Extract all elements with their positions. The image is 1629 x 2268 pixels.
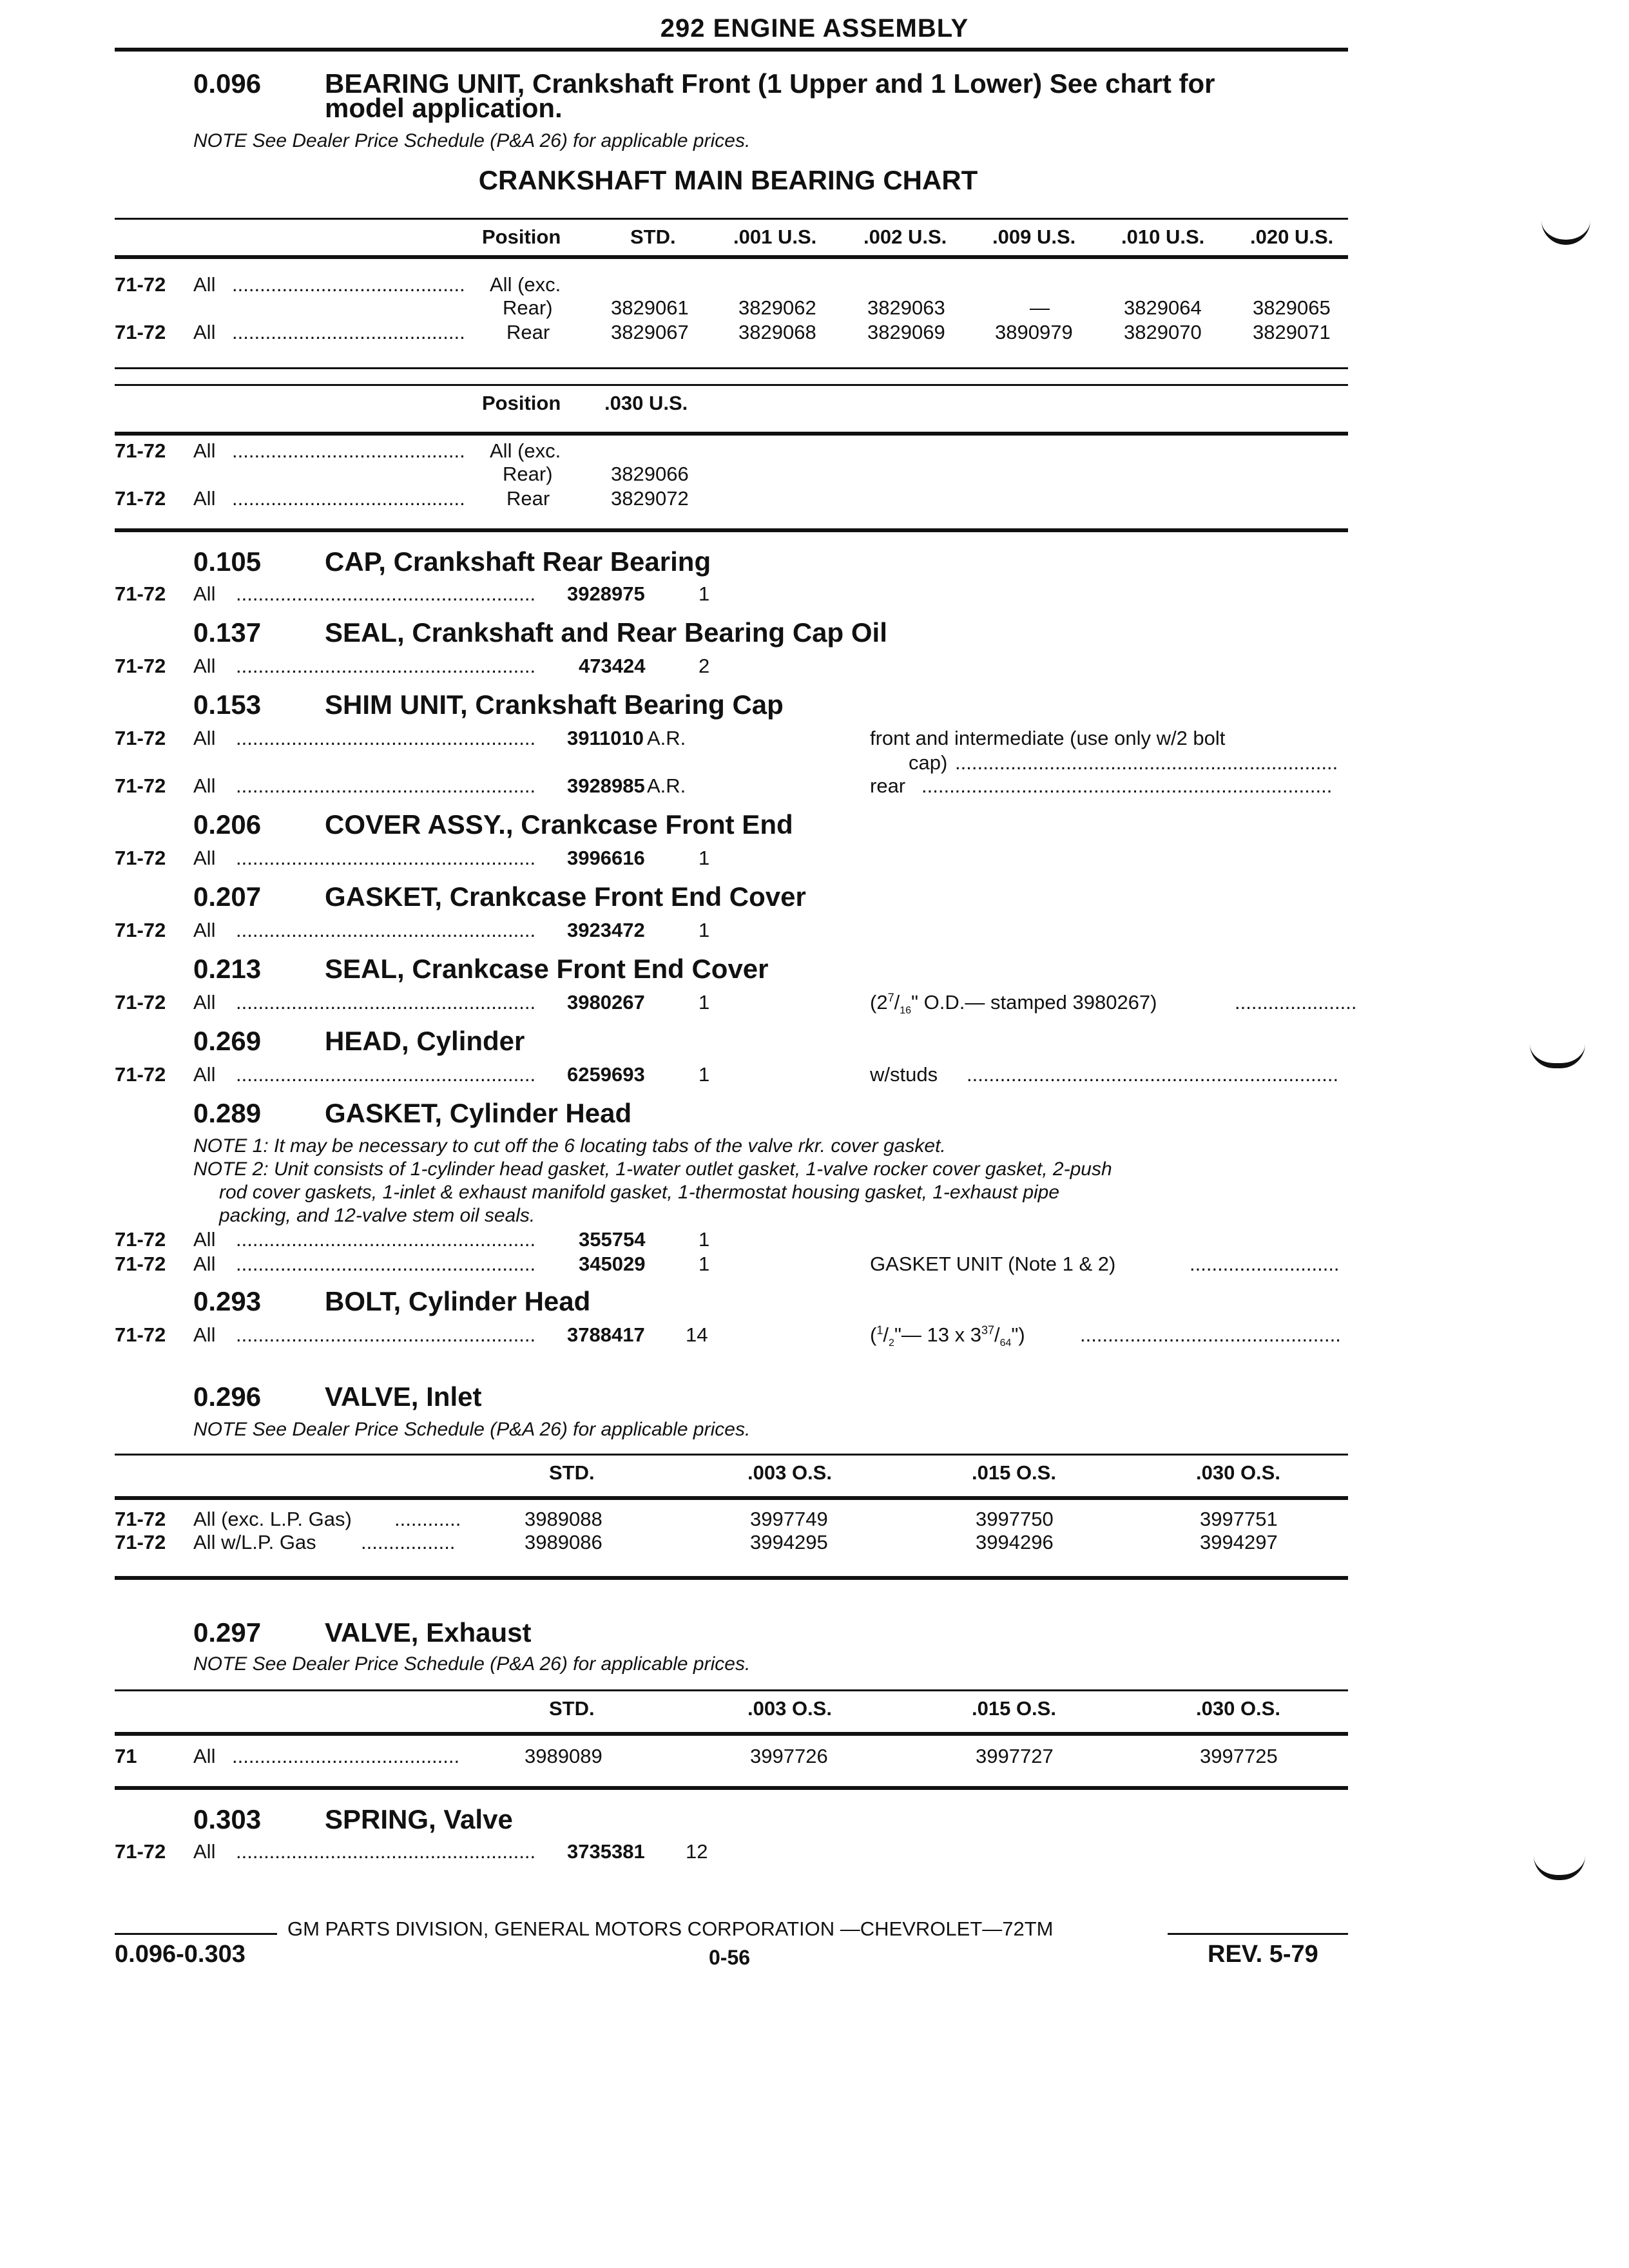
part-number: 3928985 xyxy=(567,774,645,797)
part-number: 3997751 xyxy=(1200,1508,1278,1530)
row-year: 71-72 xyxy=(115,439,166,462)
leader-dots: ...................................................... xyxy=(236,919,536,941)
part-number: — xyxy=(1030,296,1050,319)
part-number: 3829061 xyxy=(611,296,689,319)
row-year: 71-72 xyxy=(115,1508,166,1530)
leader-dots: ............ xyxy=(394,1508,461,1530)
page-number: 0-56 xyxy=(709,1946,751,1969)
leader-dots: ...................... xyxy=(1235,991,1357,1014)
row-position: All (exc. xyxy=(490,439,561,462)
row-model: All xyxy=(193,655,216,677)
section-title-bearing: BEARING UNIT, Crankshaft Front (1 Upper and 1 Lower) See chart for xyxy=(325,68,1215,99)
leader-dots: ...................................................... xyxy=(236,847,536,869)
part-number: 3997727 xyxy=(976,1745,1054,1767)
row-model: All xyxy=(193,1063,216,1086)
header-rule xyxy=(115,48,1348,52)
section-number-inlet: 0.296 xyxy=(193,1381,262,1412)
section-number-gasket-head: 0.289 xyxy=(193,1098,262,1128)
part-number: 3829070 xyxy=(1124,321,1202,343)
col-header-001us: .001 U.S. xyxy=(733,226,817,248)
row-model: All xyxy=(193,321,216,343)
quantity: 1 xyxy=(699,1253,710,1275)
part-number: 3829068 xyxy=(738,321,816,343)
part-number: 3890979 xyxy=(995,321,1073,343)
row-year: 71-72 xyxy=(115,582,166,605)
quantity: 1 xyxy=(699,991,710,1014)
quantity: 1 xyxy=(699,582,710,605)
row-year: 71-72 xyxy=(115,919,166,941)
row-year: 71-72 xyxy=(115,273,166,296)
row-year: 71-72 xyxy=(115,991,166,1014)
section-number-cap: 0.105 xyxy=(193,546,262,577)
row-model: All xyxy=(193,1253,216,1275)
row-model: All xyxy=(193,991,216,1014)
leader-dots: ...................................................... xyxy=(236,1840,536,1863)
col-header-020us: .020 U.S. xyxy=(1250,226,1334,248)
row-model: All xyxy=(193,774,216,797)
part-number: 3928975 xyxy=(567,582,645,605)
description: w/studs xyxy=(870,1063,938,1086)
row-model: All w/L.P. Gas xyxy=(193,1531,316,1553)
section-title-shim: SHIM UNIT, Crankshaft Bearing Cap xyxy=(325,689,784,720)
quantity: 1 xyxy=(699,1228,710,1251)
row-year: 71 xyxy=(115,1745,137,1767)
part-number: 3788417 xyxy=(567,1323,645,1346)
row-year: 71-72 xyxy=(115,1840,166,1863)
section-title-gasket-head: GASKET, Cylinder Head xyxy=(325,1098,632,1128)
part-number: 3829062 xyxy=(738,296,816,319)
leader-dots: ...................................................... xyxy=(236,582,536,605)
leader-dots: ............................................... xyxy=(1080,1323,1341,1346)
section-number-bolt: 0.293 xyxy=(193,1286,262,1316)
leader-dots: ................. xyxy=(361,1531,456,1553)
section-number-spring: 0.303 xyxy=(193,1804,262,1834)
section-title-head: HEAD, Cylinder xyxy=(325,1026,525,1056)
part-number: 355754 xyxy=(579,1228,646,1251)
table-rule xyxy=(115,255,1348,259)
leader-dots: .......................................................................... xyxy=(921,774,1333,797)
row-model: All xyxy=(193,1840,216,1863)
row-year: 71-72 xyxy=(115,321,166,343)
leader-dots: ...................................................... xyxy=(236,774,536,797)
table-rule xyxy=(115,367,1348,369)
row-model: All xyxy=(193,847,216,869)
quantity: 2 xyxy=(699,655,710,677)
row-model: All xyxy=(193,487,216,510)
section-title-cover: COVER ASSY., Crankcase Front End xyxy=(325,809,793,840)
note-2: NOTE 2: Unit consists of 1-cylinder head gasket, 1-water outlet gasket, 1-valve rocker cover gasket, 2-push xyxy=(193,1158,1112,1180)
leader-dots: ...................................................... xyxy=(236,991,536,1014)
section-title-cap: CAP, Crankshaft Rear Bearing xyxy=(325,546,711,577)
part-number: 3829063 xyxy=(867,296,945,319)
row-year: 71-72 xyxy=(115,1063,166,1086)
leader-dots: ...................................................... xyxy=(236,1323,536,1346)
part-number: 3994295 xyxy=(750,1531,828,1553)
row-model: All xyxy=(193,273,216,296)
part-number: 473424 xyxy=(579,655,646,677)
row-position: Rear xyxy=(506,487,550,510)
chart-title: CRANKSHAFT MAIN BEARING CHART xyxy=(478,165,978,195)
leader-dots: .......................................... xyxy=(232,439,465,462)
price-note: NOTE See Dealer Price Schedule (P&A 26) for applicable prices. xyxy=(193,1419,751,1440)
section-number-head: 0.269 xyxy=(193,1026,262,1056)
section-number-shim: 0.153 xyxy=(193,689,262,720)
col-header-002us: .002 U.S. xyxy=(863,226,947,248)
table-rule xyxy=(115,1786,1348,1790)
section-number-seal: 0.137 xyxy=(193,617,262,648)
footer-rule-right xyxy=(1168,1933,1348,1935)
leader-dots: ...................................................... xyxy=(236,1063,536,1086)
row-position-cont: Rear) xyxy=(503,463,553,485)
section-number-cover: 0.206 xyxy=(193,809,262,840)
section-number-seal-cover: 0.213 xyxy=(193,954,262,984)
quantity: 12 xyxy=(686,1840,708,1863)
part-number: 3829067 xyxy=(611,321,689,343)
row-position: Rear xyxy=(506,321,550,343)
row-model: All (exc. L.P. Gas) xyxy=(193,1508,352,1530)
section-title-seal-cover: SEAL, Crankcase Front End Cover xyxy=(325,954,769,984)
part-number: 3996616 xyxy=(567,847,645,869)
part-number: 3923472 xyxy=(567,919,645,941)
description: ($2^7/_{16}$" O.D.— stamped 3980267) xyxy=(870,991,1157,1017)
table-rule xyxy=(115,1732,1348,1736)
row-model: All xyxy=(193,1745,216,1767)
part-number: 3989088 xyxy=(525,1508,602,1530)
footer-range: 0.096-0.303 xyxy=(115,1941,246,1968)
part-number: 3735381 xyxy=(567,1840,645,1863)
leader-dots: ..................................................................... xyxy=(955,751,1338,774)
leader-dots: .......................................... xyxy=(232,321,465,343)
leader-dots: ........................... xyxy=(1190,1253,1340,1275)
part-number: 3997750 xyxy=(976,1508,1054,1530)
section-title-seal: SEAL, Crankshaft and Rear Bearing Cap Oil xyxy=(325,617,887,648)
col-header-015os: .015 O.S. xyxy=(972,1461,1056,1484)
col-header-003os: .003 O.S. xyxy=(747,1461,832,1484)
col-header-030os: .030 O.S. xyxy=(1196,1697,1280,1720)
leader-dots: .......................................... xyxy=(232,487,465,510)
section-title-gasket-cover: GASKET, Crankcase Front End Cover xyxy=(325,881,806,912)
table-rule xyxy=(115,1576,1348,1580)
col-header-003os: .003 O.S. xyxy=(747,1697,832,1720)
table-rule xyxy=(115,528,1348,532)
part-number: 3829069 xyxy=(867,321,945,343)
part-number: 345029 xyxy=(579,1253,646,1275)
leader-dots: ...................................................... xyxy=(236,727,536,749)
row-year: 71-72 xyxy=(115,1228,166,1251)
section-title-exhaust: VALVE, Exhaust xyxy=(325,1617,532,1648)
part-number: 3829064 xyxy=(1124,296,1202,319)
section-number-exhaust: 0.297 xyxy=(193,1617,262,1648)
leader-dots: ......................................... xyxy=(232,1745,460,1767)
col-header-std: STD. xyxy=(549,1697,595,1720)
quantity: A.R. xyxy=(647,774,686,797)
row-model: All xyxy=(193,582,216,605)
section-number-gasket-cover: 0.207 xyxy=(193,881,262,912)
page-title: 292 ENGINE ASSEMBLY xyxy=(660,14,969,43)
row-year: 71-72 xyxy=(115,655,166,677)
row-year: 71-72 xyxy=(115,487,166,510)
row-model: All xyxy=(193,727,216,749)
part-number: 3994296 xyxy=(976,1531,1054,1553)
col-header-009us: .009 U.S. xyxy=(992,226,1076,248)
leader-dots: ................................................................... xyxy=(967,1063,1339,1086)
row-position: All (exc. xyxy=(490,273,561,296)
col-header-std: STD. xyxy=(549,1461,595,1484)
binder-mark xyxy=(1534,1856,1585,1880)
quantity: 1 xyxy=(699,919,710,941)
binder-mark xyxy=(1541,216,1590,245)
row-year: 71-72 xyxy=(115,1253,166,1275)
footer-revision: REV. 5-79 xyxy=(1208,1941,1318,1968)
section-number-bearing: 0.096 xyxy=(193,68,262,99)
col-header-010us: .010 U.S. xyxy=(1121,226,1205,248)
table-rule xyxy=(115,1689,1348,1691)
price-note: NOTE See Dealer Price Schedule (P&A 26) for applicable prices. xyxy=(193,130,751,151)
col-header-std: STD. xyxy=(630,226,676,248)
note-1: NOTE 1: It may be necessary to cut off the 6 locating tabs of the valve rkr. cover gasket. xyxy=(193,1135,946,1157)
quantity: A.R. xyxy=(647,727,686,749)
footer-publisher: GM PARTS DIVISION, GENERAL MOTORS CORPORATION —CHEVROLET—72TM xyxy=(287,1917,1054,1940)
col-header-030os: .030 O.S. xyxy=(1196,1461,1280,1484)
row-position-cont: Rear) xyxy=(503,296,553,319)
part-number: 3989086 xyxy=(525,1531,602,1553)
col-header-015os: .015 O.S. xyxy=(972,1697,1056,1720)
price-note: NOTE See Dealer Price Schedule (P&A 26) for applicable prices. xyxy=(193,1653,751,1675)
leader-dots: ...................................................... xyxy=(236,1253,536,1275)
part-number: 3829072 xyxy=(611,487,689,510)
row-year: 71-72 xyxy=(115,1531,166,1553)
section-title-inlet: VALVE, Inlet xyxy=(325,1381,482,1412)
part-number: 3997725 xyxy=(1200,1745,1278,1767)
part-number: 3997749 xyxy=(750,1508,828,1530)
part-number: 3829065 xyxy=(1253,296,1331,319)
note-2-cont: packing, and 12-valve stem oil seals. xyxy=(219,1205,535,1226)
part-number: 3989089 xyxy=(525,1745,602,1767)
row-year: 71-72 xyxy=(115,847,166,869)
part-number: 3980267 xyxy=(567,991,645,1014)
leader-dots: ...................................................... xyxy=(236,1228,536,1251)
row-year: 71-72 xyxy=(115,727,166,749)
leader-dots: ...................................................... xyxy=(236,655,536,677)
part-number: 3994297 xyxy=(1200,1531,1278,1553)
footer-rule-left xyxy=(115,1933,277,1935)
part-number: 3911010 xyxy=(567,727,644,749)
table-rule xyxy=(115,1496,1348,1500)
quantity: 14 xyxy=(686,1323,708,1346)
table-rule xyxy=(115,1454,1348,1456)
row-model: All xyxy=(193,1323,216,1346)
col-header-position: Position xyxy=(482,226,561,248)
binder-mark xyxy=(1530,1044,1585,1068)
row-year: 71-72 xyxy=(115,1323,166,1346)
table-rule xyxy=(115,432,1348,436)
section-title-bolt: BOLT, Cylinder Head xyxy=(325,1286,591,1316)
description: GASKET UNIT (Note 1 & 2) xyxy=(870,1253,1116,1275)
part-number: 3829071 xyxy=(1253,321,1331,343)
section-title-bearing-cont: model application. xyxy=(325,93,563,123)
row-model: All xyxy=(193,1228,216,1251)
col-header-030us: .030 U.S. xyxy=(604,392,688,414)
description-cont: cap) xyxy=(909,751,948,774)
quantity: 1 xyxy=(699,847,710,869)
description: ($^1/_2"—$ 13 x $3^{37}/_{64}$") xyxy=(870,1323,1025,1349)
section-title-spring: SPRING, Valve xyxy=(325,1804,513,1834)
part-number: 3829066 xyxy=(611,463,689,485)
description: front and intermediate (use only w/2 bolt xyxy=(870,727,1226,749)
quantity: 1 xyxy=(699,1063,710,1086)
part-number: 6259693 xyxy=(567,1063,645,1086)
col-header-position: Position xyxy=(482,392,561,414)
row-year: 71-72 xyxy=(115,774,166,797)
note-2-cont: rod cover gaskets, 1-inlet & exhaust manifold gasket, 1-thermostat housing gasket, 1-exhaust pipe xyxy=(219,1182,1060,1203)
row-model: All xyxy=(193,439,216,462)
description: rear xyxy=(870,774,906,797)
table-rule xyxy=(115,218,1348,220)
part-number: 3997726 xyxy=(750,1745,828,1767)
table-rule xyxy=(115,384,1348,386)
leader-dots: .......................................... xyxy=(232,273,465,296)
row-model: All xyxy=(193,919,216,941)
